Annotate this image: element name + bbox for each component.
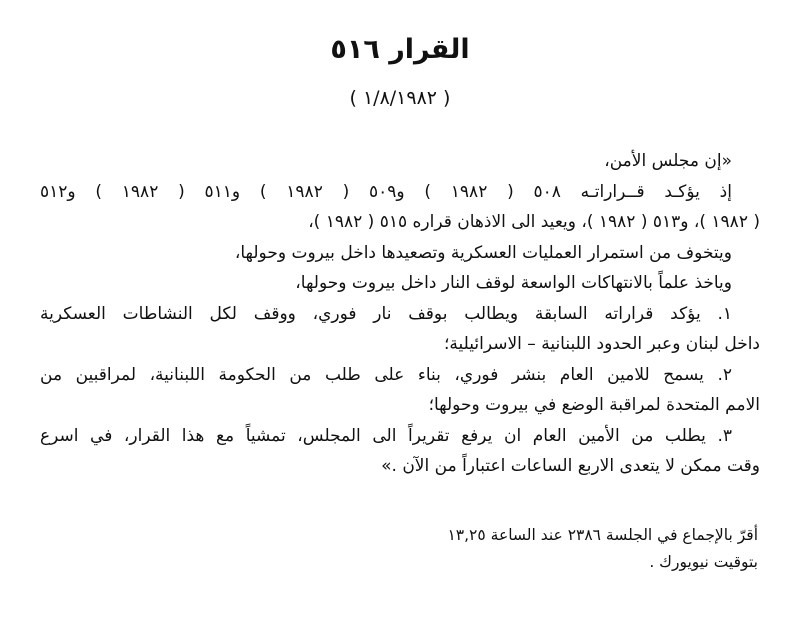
resolution-title: القرار ٥١٦ <box>330 34 470 65</box>
operative-clause-2: ٢. يسمح للامين العام بنشر فوري، بناء على طلب من الحكومة اللبنانية، لمراقبين من <box>40 364 732 385</box>
operative-clause-1: ١. يؤكد قراراته السابقة ويطالب بوقف نار فوري، ووقف لكل النشاطات العسكرية <box>40 303 732 324</box>
adoption-note-line: بتوقيت نيويورك . <box>649 553 758 571</box>
operative-clause-3-cont: وقت ممكن لا يتعدى الاربع الساعات اعتباراً من الآن .» <box>381 456 760 476</box>
adoption-note-line: أقرّ بالإجماع في الجلسة ٢٣٨٦ عند الساعة ١٣,٢٥ <box>447 526 758 544</box>
adoption-note <box>238 522 758 576</box>
preamble-line: إذ يؤكـد قــراراتـه ٥٠٨ ( ١٩٨٢ ) و٥٠٩ ( ١٩٨٢ ) و٥١١ ( ١٩٨٢ ) و٥١٢ <box>40 181 732 202</box>
operative-clause-2-cont: الامم المتحدة لمراقبة الوضع في بيروت وحولها؛ <box>428 395 760 415</box>
resolution-date: ( ١/٨/١٩٨٢ ) <box>349 87 451 109</box>
preamble-line: وياخذ علماً بالانتهاكات الواسعة لوقف النار داخل بيروت وحولها، <box>295 273 732 293</box>
operative-clause-3: ٣. يطلب من الأمين العام ان يرفع تقريراً الى المجلس، تمشياً مع هذا القرار، في اسرع <box>40 425 732 446</box>
preamble-line: ويتخوف من استمرار العمليات العسكرية وتصعيدها داخل بيروت وحولها، <box>234 242 732 263</box>
preamble-opening: «إن مجلس الأمن، <box>604 151 732 171</box>
operative-clause-1-cont: داخل لبنان وعبر الحدود اللبنانية – الاسرائيلية؛ <box>444 334 760 354</box>
preamble-line: ( ١٩٨٢ )، و٥١٣ ( ١٩٨٢ )، ويعيد الى الاذهان قراره ٥١٥ ( ١٩٨٢ )، <box>308 212 760 232</box>
resolution-body <box>40 146 760 482</box>
